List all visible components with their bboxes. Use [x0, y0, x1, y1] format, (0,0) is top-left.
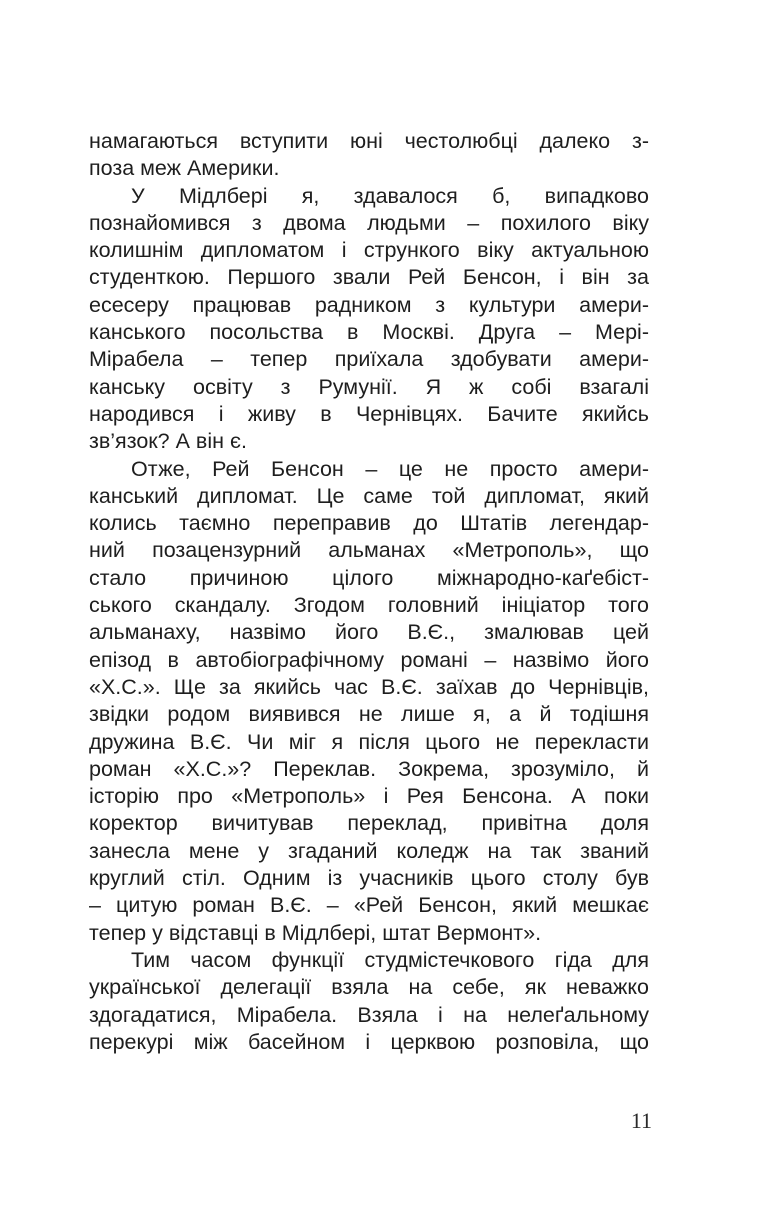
text-line: колись таємно переправив до Штатів легендар-: [89, 511, 649, 536]
text-line: коректор вичитував переклад, привітна доля: [89, 811, 649, 836]
text-line: «Х.С.». Ще за якийсь час В.Є. заїхав до Чернівців,: [89, 674, 649, 699]
text-line: познайомився з двома людьми – похилого віку: [89, 210, 649, 235]
text-line: роман «Х.С.»? Переклав. Зокрема, зрозуміло, й: [89, 756, 649, 781]
text-line: есесеру працював радником з культури амери-: [89, 292, 649, 317]
text-line: студенткою. Першого звали Рей Бенсон, і він за: [89, 265, 649, 290]
text-line: зв’язок? А він є.: [89, 429, 247, 454]
text-line: канську освіту з Румунії. Я ж собі взагалі: [89, 374, 649, 399]
text-line: занесла мене у згаданий коледж на так званий: [89, 838, 649, 863]
text-line: Тим часом функції студмістечкового гіда для: [131, 947, 649, 972]
text-line: – цитую роман В.Є. – «Рей Бенсон, який мешкає: [89, 893, 649, 918]
text-line: історію про «Метрополь» і Рея Бенсона. А поки: [89, 784, 649, 809]
text-line: альманаху, назвімо його В.Є., змалював цей: [89, 620, 649, 645]
text-line: перекурі між басейном і церквою розповіла, що: [89, 1029, 649, 1054]
text-line: стало причиною цілого міжнародно-каґебіст-: [89, 565, 649, 590]
text-line: тепер у відставці в Мідлбері, штат Вермонт».: [89, 920, 542, 945]
text-line: намагаються вступити юні честолюбці далеко з-: [89, 129, 649, 153]
text-line: ського скандалу. Згодом головний ініціатор того: [89, 593, 649, 618]
page-text: [89, 128, 649, 1056]
text-line: канський дипломат. Це саме той дипломат, який: [89, 483, 649, 508]
page-number: 11: [630, 1108, 652, 1133]
text-line: колишнім дипломатом і стрункого віку актуальною: [89, 238, 649, 263]
text-line: української делегації взяла на себе, як неважко: [89, 975, 649, 1000]
text-line: здогадатися, Мірабела. Взяла і на нелеґальному: [89, 1002, 649, 1027]
text-line: круглий стіл. Одним із учасників цього столу був: [89, 866, 649, 891]
text-line: ний позацензурний альманах «Метрополь», що: [89, 538, 649, 563]
text-line: народився і живу в Чернівцях. Бачите якийсь: [89, 401, 649, 426]
text-line: звідки родом виявився не лише я, а й тодішня: [89, 702, 649, 727]
text-line: епізод в автобіографічному романі – назвімо його: [89, 647, 649, 672]
text-line: канського посольства в Москві. Друга – Мері-: [89, 320, 649, 345]
text-line: У Мідлбері я, здавалося б, випадково: [131, 183, 649, 208]
text-line: дружина В.Є. Чи міг я після цього не перекласти: [89, 729, 649, 754]
text-line: Отже, Рей Бенсон – це не просто амери-: [131, 456, 649, 481]
text-line: Мірабела – тепер приїхала здобувати амери-: [89, 347, 649, 372]
text-line: поза меж Америки.: [89, 156, 280, 181]
